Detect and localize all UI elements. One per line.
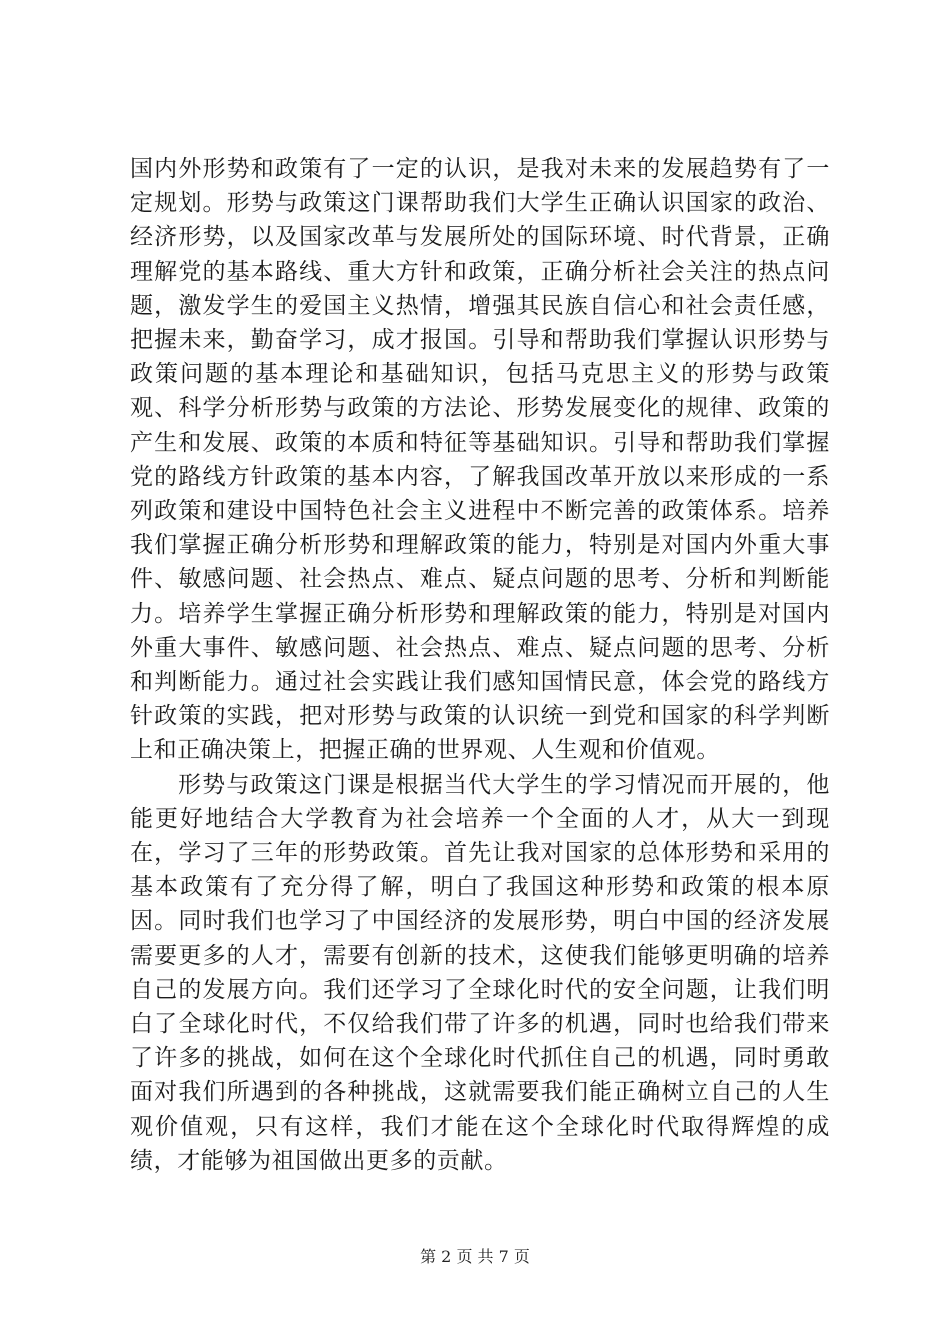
paragraph-1: 国内外形势和政策有了一定的认识，是我对未来的发展趋势有了一定规划。形势与政策这门课帮助我们大学生正确认识国家的政治、经济形势，以及国家改革与发展所处的国际环境、时代背景，正确理解党的基本路线、重大方针和政策，正确分析社会关注的热点问题，激发学生的爱国主义热情，增强其民族自信心和社会责任感，把握未来，勤奋学习，成才报国。引导和帮助我们掌握认识形势与政策问题的基本理论和基础知识，包括马克思主义的形势与政策观、科学分析形势与政策的方法论、形势发展变化的规律、政策的产生和发展、政策的本质和特征等基础知识。引导和帮助我们掌握党的路线方针政策的基本内容，了解我国改革开放以来形成的一系列政策和建设中国特色社会主义进程中不断完善的政策体系。培养我们掌握正确分析形势和理解政策的能力，特别是对国内外重大事件、敏感问题、社会热点、难点、疑点问题的思考、分析和判断能力。培养学生掌握正确分析形势和理解政策的能力，特别是对国内外重大事件、敏感问题、社会热点、难点、疑点问题的思考、分析和判断能力。通过社会实践让我们感知国情民意，体会党的路线方针政策的实践，把对形势与政策的认识统一到党和国家的科学判断上和正确决策上，把握正确的世界观、人生观和价值观。 bbox=[130, 156, 830, 764]
page-number-footer: 第 2 页 共 7 页 bbox=[420, 1247, 530, 1266]
paragraph-2: 形势与政策这门课是根据当代大学生的学习情况而开展的，他能更好地结合大学教育为社会培养一个全面的人才，从大一到现在，学习了三年的形势政策。首先让我对国家的总体形势和采用的基本政策有了充分得了解，明白了我国这种形势和政策的根本原因。同时我们也学习了中国经济的发展形势，明白中国的经济发展需要更多的人才，需要有创新的技术，这使我们能够更明确的培养自己的发展方向。我们还学习了全球化时代的安全问题，让我们明白了全球化时代，不仅给我们带了许多的机遇，同时也给我们带来了许多的挑战，如何在这个全球化时代抓住自己的机遇，同时勇敢面对我们所遇到的各种挑战，这就需要我们能正确树立自己的人生观价值观，只有这样，我们才能在这个全球化时代取得辉煌的成绩，才能够为祖国做出更多的贡献。 bbox=[130, 771, 830, 1174]
document-body bbox=[130, 152, 830, 1178]
